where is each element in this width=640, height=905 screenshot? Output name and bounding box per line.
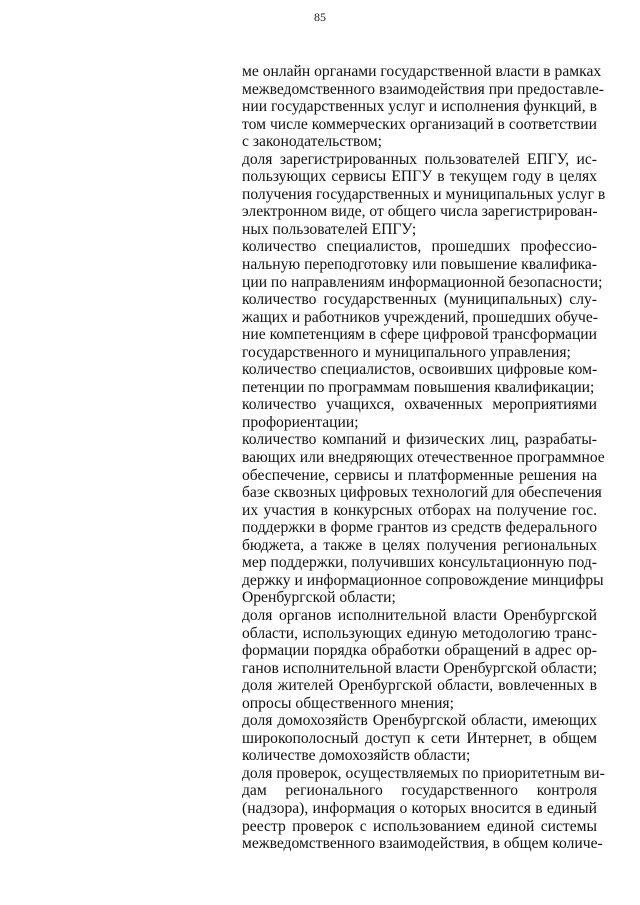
text-line: том числе коммерческих организаций в соответствии [242,115,597,133]
page-number: 85 [314,10,326,24]
text-line: ние компетенциям в сфере цифровой трансформации [242,326,597,344]
text-line: (надзора), информация о которых вносится в единый [242,799,597,817]
text-line: электронном виде, от общего числа зарегистрирован- [242,203,598,221]
text-line: дам регионального государственного контроля [242,782,597,800]
text-line: количество специалистов, прошедших профессио- [242,238,597,256]
text-line: базе сквозных цифровых технологий для обеспечения [242,484,602,502]
text-line: получения государственных и муниципальных услуг в [242,185,606,203]
text-line: вающих или внедряющих отечественное программное [242,449,605,467]
text-line: нии государственных услуг и исполнения функций, в [242,98,597,116]
text-line: обеспечение, сервисы и платформенные решения на [242,466,597,484]
text-line: мер поддержки, получивших консультационную под- [242,554,597,572]
text-line: доля органов исполнительной власти Оренбургской [242,606,597,624]
text-line: ных пользователей ЕПГУ; [242,220,417,238]
text-line: количестве домохозяйств области; [242,747,471,765]
text-line: количество государственных (муниципальных) слу- [242,291,597,309]
text-line: государственного и муниципального управления; [242,343,571,361]
text-line: поддержки в форме грантов из средств федерального [242,519,597,537]
text-line: ме онлайн органами государственной власти в рамках [242,63,602,80]
text-line: ганов исполнительной власти Оренбургской области; [242,659,598,677]
text-line: их участия в конкурсных отборах на получение гос. [242,501,597,519]
text-line: доля проверок, осуществляемых по приоритетным ви- [242,764,605,782]
text-line: межведомственного взаимодействия при предоставле- [242,80,604,98]
text-line: количество компаний и физических лиц, разрабаты- [242,431,597,449]
text-line: петенции по программам повышения квалификации; [242,378,595,396]
text-line: профориентации; [242,413,359,431]
text-line: с законодательством; [242,133,382,151]
text-line: количество учащихся, охваченных мероприятиями [242,396,597,414]
text-line: ции по направлениям информационной безопасности; [242,273,603,291]
text-line: широкополосный доступ к сети Интернет, в общем [242,729,597,747]
text-line: бюджета, а также в целях получения региональных [242,536,597,554]
text-line: области, использующих единую методологию транс- [242,624,597,642]
text-line: держку и информационное сопровождение минцифры [242,571,604,589]
text-line: нальную переподготовку или повышение квалифика- [242,256,597,274]
text-line: количество специалистов, освоивших цифровые ком- [242,361,598,379]
text-line: пользующих сервисы ЕПГУ в текущем году в целях [242,168,597,186]
text-line: формации порядка обработки обращений в адрес ор- [242,642,597,660]
text-line: опросы общественного мнения; [242,694,454,712]
text-line: доля домохозяйств Оренбургской области, имеющих [242,712,597,730]
text-line: межведомственного взаимодействия, в общем количе- [242,835,603,853]
text-line: жащих и работников учреждений, прошедших обуче- [242,308,598,326]
text-line: доля зарегистрированных пользователей ЕПГУ, ис- [242,150,597,168]
text-line: доля жителей Оренбургской области, вовлеченных в [242,677,597,695]
text-line: реестр проверок с использованием единой системы [242,817,597,835]
text-line: Оренбургской области; [242,589,396,607]
document-body [242,63,606,853]
